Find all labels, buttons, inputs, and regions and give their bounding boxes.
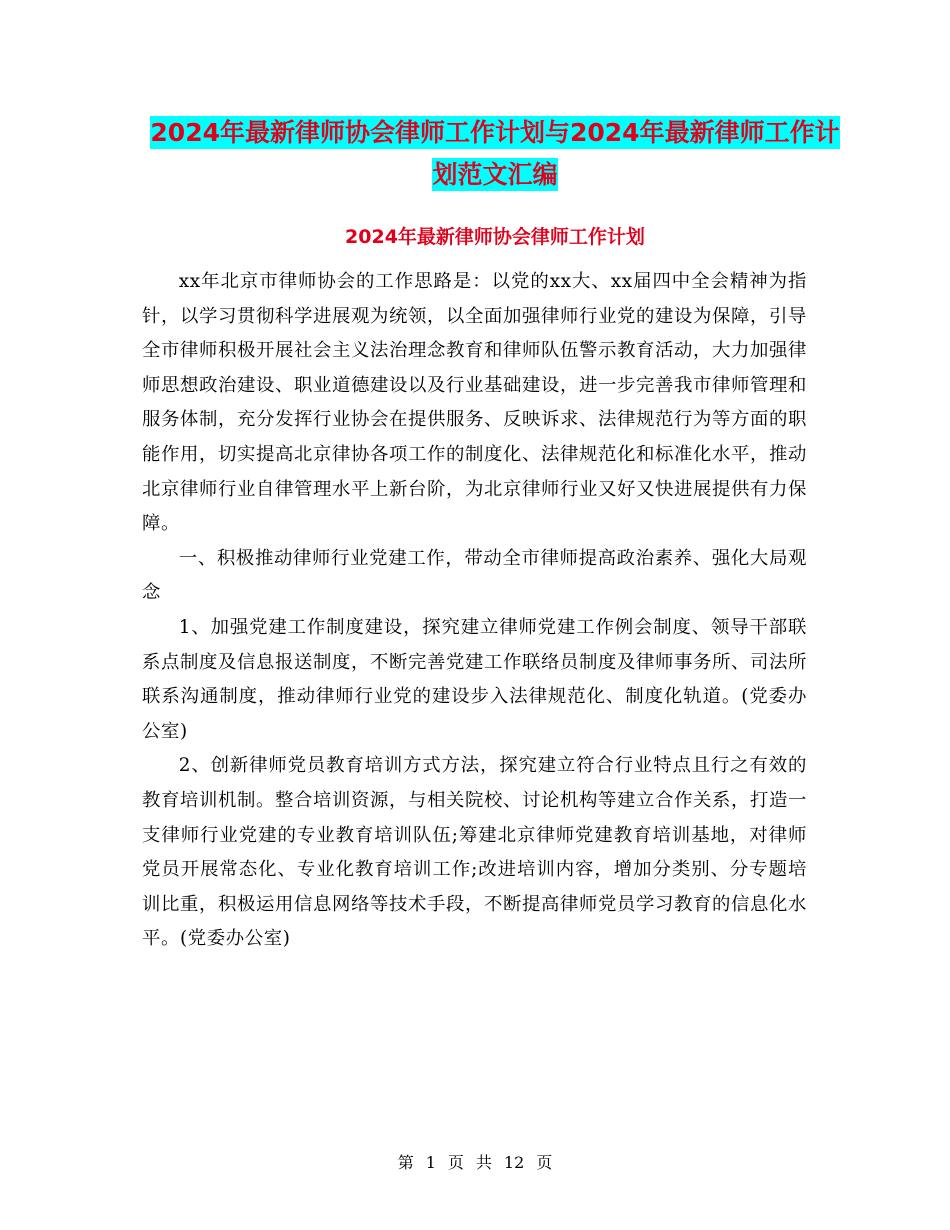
footer-label-total-unit: 页: [536, 1153, 553, 1172]
section-title: 2024年最新律师协会律师工作计划: [345, 226, 645, 248]
paragraph-intro: xx年北京市律师协会的工作思路是：以党的xx大、xx届四中全会精神为指针，以学习贯彻科学进展观为统领，以全面加强律师行业党的建设为保障，引导全市律师积极开展社会主义法治理念教育和律师队伍警示教育活动，大力加强律师思想政治建设、职业道德建设以及行业基础建设，进一步完善我市律师管理和服务体制，充分发挥行业协会在提供服务、反映诉求、法律规范行为等方面的职能作用，切实提高北京律协各项工作的制度化、法律规范化和标准化水平，推动北京律师行业自律管理水平上新台阶，为北京律师行业又好又快进展提供有力保障。: [142, 271, 807, 535]
footer-label-page: 第: [397, 1153, 414, 1172]
document-body: [142, 265, 807, 957]
paragraph-item-1: 1、加强党建工作制度建设，探究建立律师党建工作例会制度、领导干部联系点制度及信息报送制度，不断完善党建工作联络员制度及律师事务所、司法所联系沟通制度，推动律师行业党的建设步入法律规范化、制度化轨道。(党委办公室): [142, 616, 807, 742]
footer-total-pages: 12: [503, 1153, 525, 1172]
page-footer: [0, 1152, 950, 1174]
footer-label-total: 共: [475, 1153, 492, 1172]
footer-label-page-unit: 页: [447, 1153, 464, 1172]
paragraph-heading-1: 一、积极推动律师行业党建工作，带动全市律师提高政治素养、强化大局观念: [142, 547, 807, 604]
document-main-title: [140, 112, 850, 196]
paragraph-item-2: 2、创新律师党员教育培训方式方法，探究建立符合行业特点且行之有效的教育培训机制。整合培训资源，与相关院校、讨论机构等建立合作关系，打造一支律师行业党建的专业教育培训队伍;筹建北京律师党建教育培训基地，对律师党员开展常态化、专业化教育培训工作;改进培训内容，增加分类别、分专题培训比重，积极运用信息网络等技术手段，不断提高律师党员学习教育的信息化水平。(党委办公室): [142, 755, 807, 950]
footer-page-number: 1: [425, 1153, 436, 1172]
main-title-highlight: 2024年最新律师协会律师工作计划与2024年最新律师工作计划范文汇编: [150, 118, 840, 189]
